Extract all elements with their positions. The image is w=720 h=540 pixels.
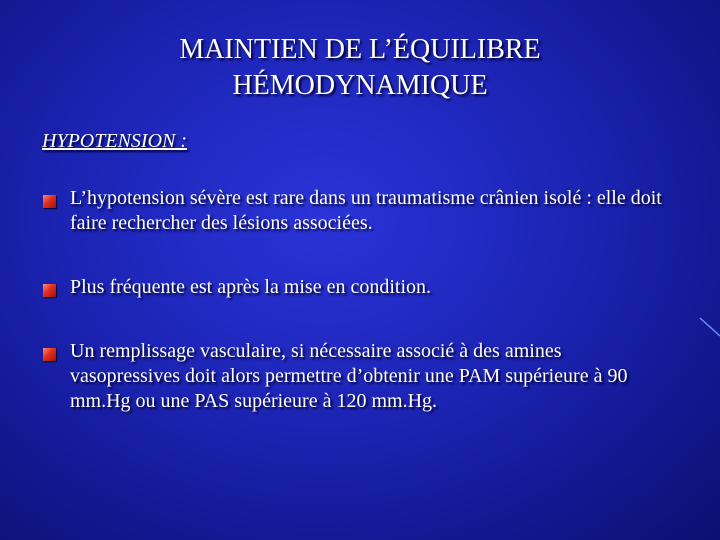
bullet-square-icon: [43, 195, 56, 208]
bullet-text: L’hypotension sévère est rare dans un traumatisme crânien isolé : elle doit faire rechercher des lésions associées.: [70, 187, 662, 234]
bullet-item: [42, 186, 672, 236]
section-heading: HYPOTENSION :: [42, 130, 188, 152]
bullet-square-icon: [43, 348, 56, 361]
bullet-item: [42, 275, 672, 300]
bullet-text: Plus fréquente est après la mise en condition.: [70, 276, 432, 298]
title-line-2: HÉMODYNAMIQUE: [232, 70, 488, 101]
title-line-1: MAINTIEN DE L’ÉQUILIBRE: [179, 34, 541, 65]
decor-line: [700, 318, 720, 336]
bullet-list: [42, 186, 672, 414]
bullet-item: [42, 339, 672, 414]
slide-title: [0, 32, 720, 104]
bullet-text: Un remplissage vasculaire, si nécessaire associé à des amines vasopressives doit alors permettre d’obtenir une PAM supérieure à 90 mm.Hg ou une PAS supérieure à 120 mm.Hg.: [70, 340, 628, 412]
bullet-square-icon: [43, 284, 56, 297]
